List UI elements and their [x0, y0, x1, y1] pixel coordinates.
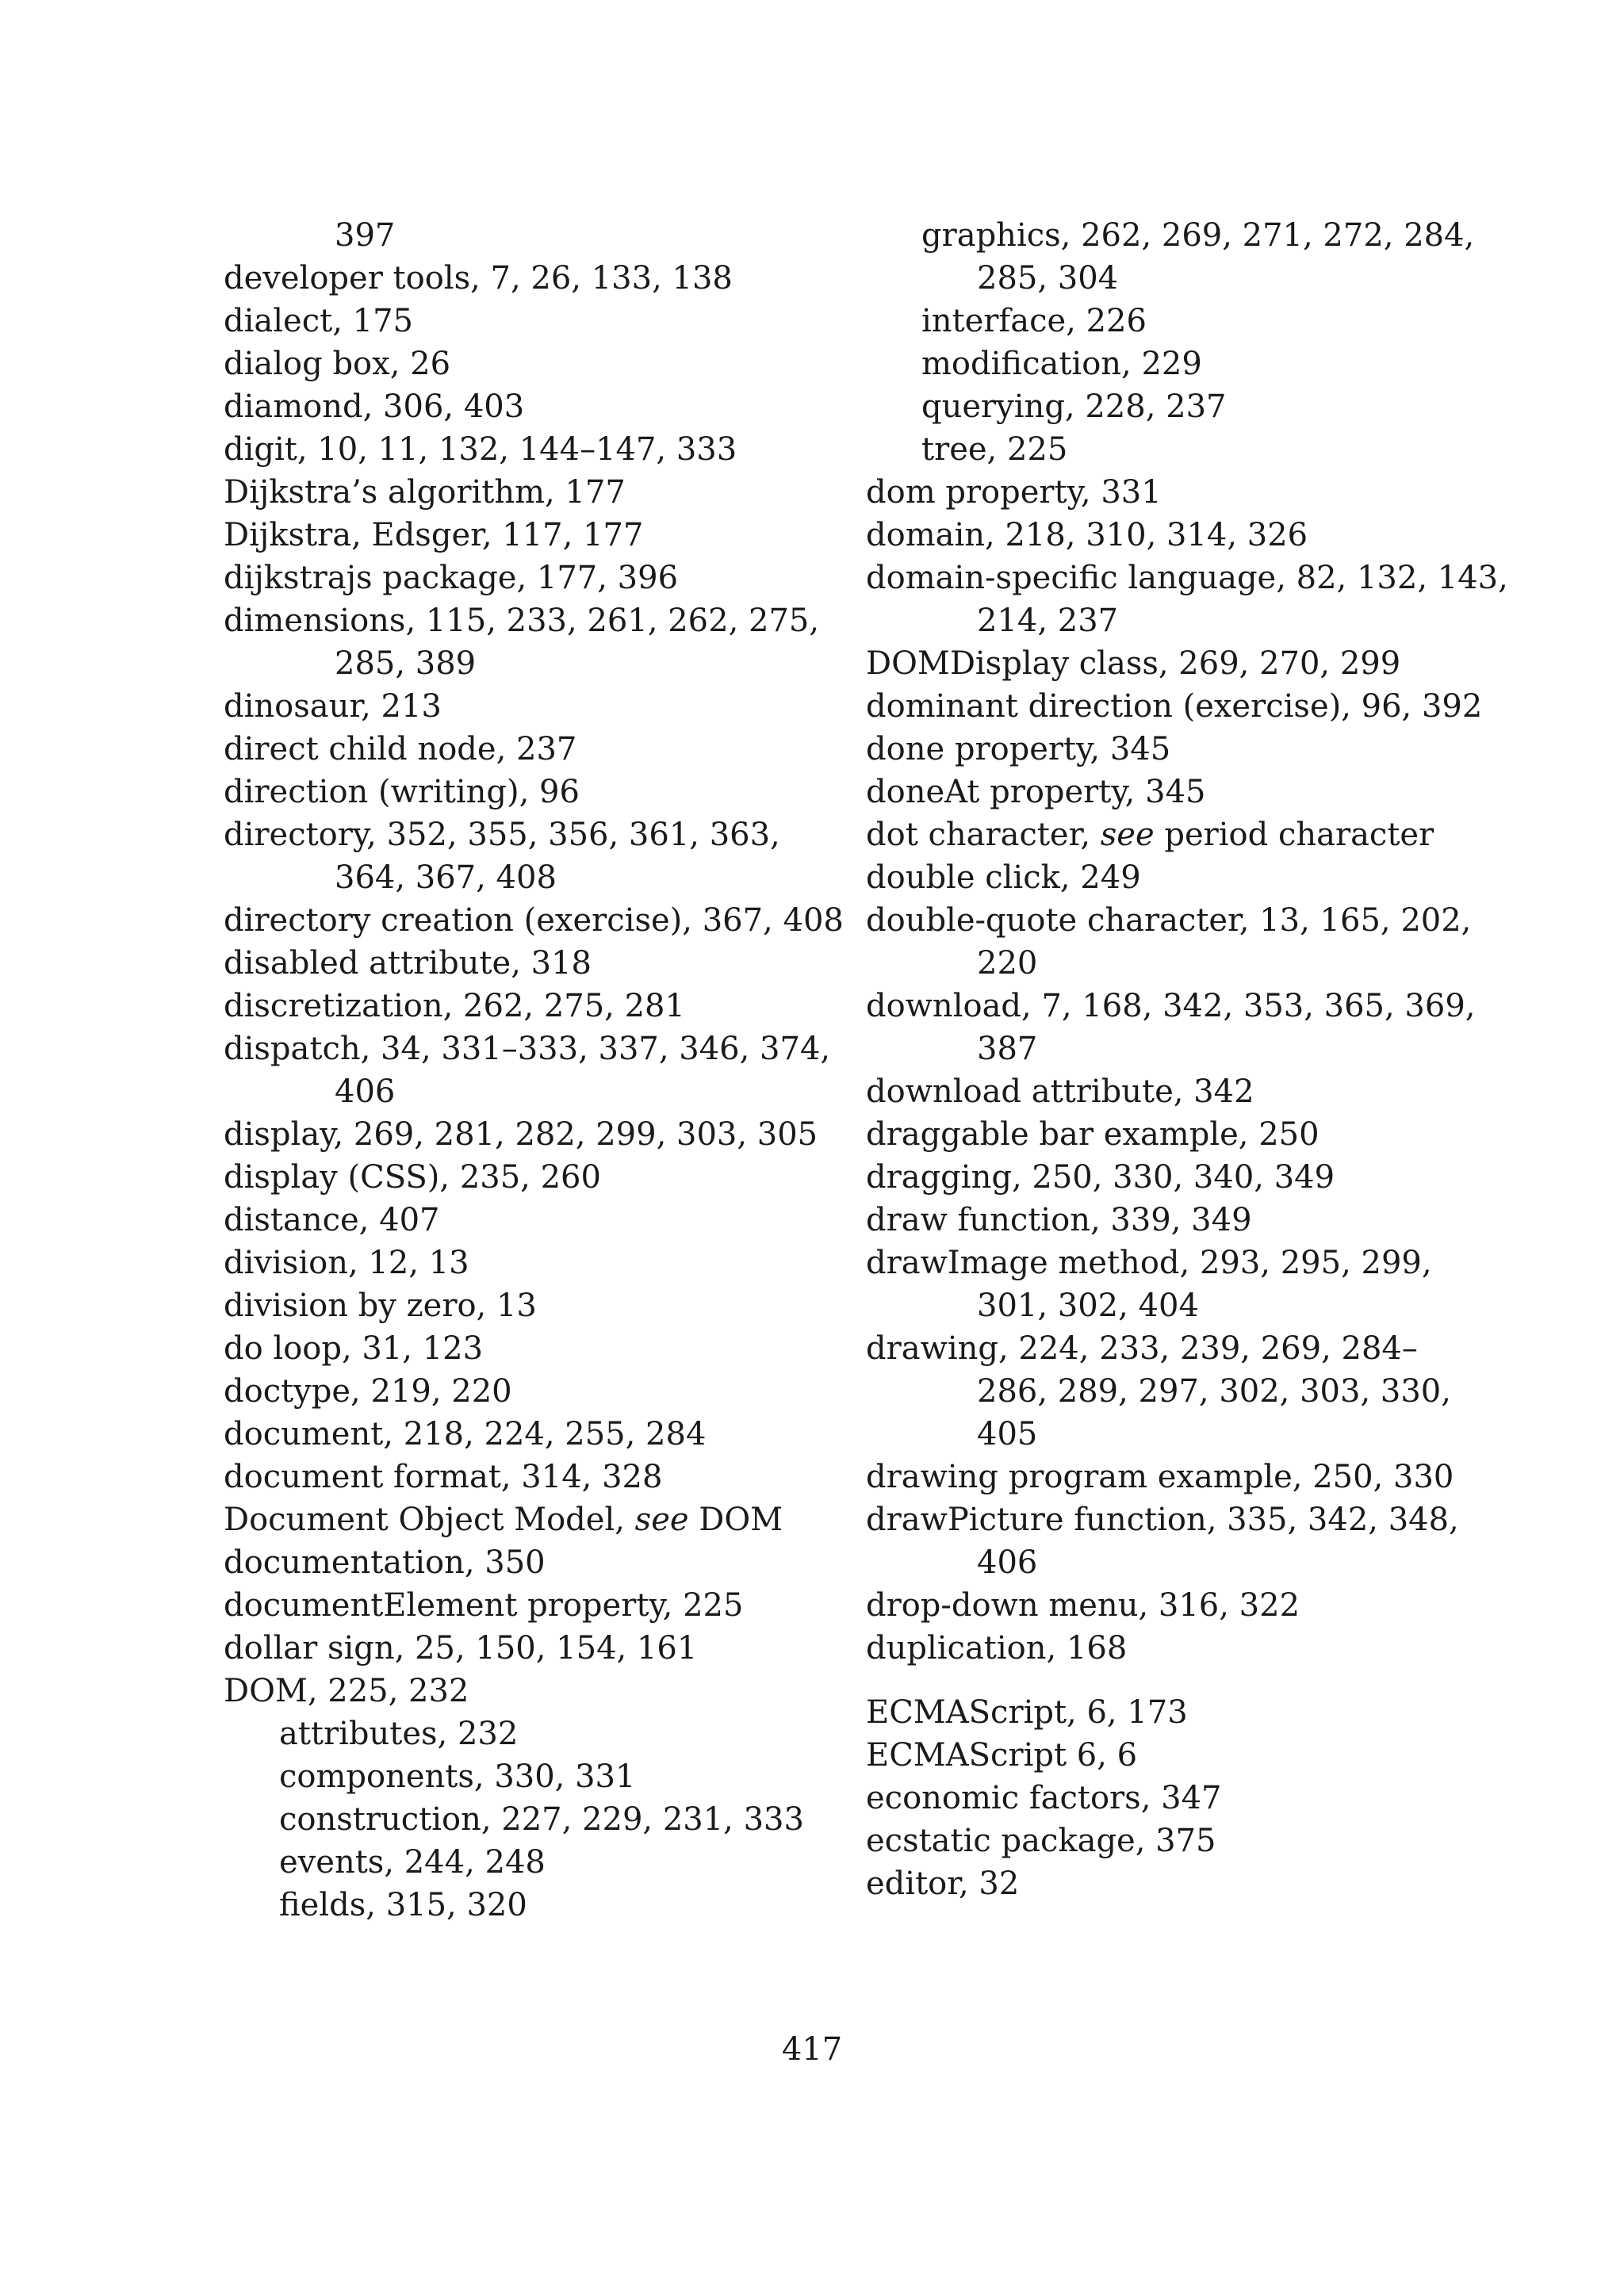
index-entry: dimensions, 115, 233, 261, 262, 275,: [224, 603, 820, 639]
index-entry: 286, 289, 297, 302, 303, 330,: [977, 1373, 1451, 1410]
index-entry: distance, 407: [224, 1202, 440, 1238]
index-entry: 301, 302, 404: [977, 1288, 1199, 1324]
index-entry: double-quote character, 13, 165, 202,: [866, 902, 1472, 939]
index-entry: 397: [335, 217, 396, 254]
see-target: DOM: [688, 1502, 783, 1538]
index-entry: 285, 304: [977, 260, 1119, 297]
index-entry: disabled attribute, 318: [224, 945, 592, 982]
index-entry: done property, 345: [866, 731, 1171, 767]
index-entry: components, 330, 331: [279, 1758, 636, 1795]
index-entry: 406: [977, 1544, 1038, 1581]
index-entry: double click, 249: [866, 859, 1141, 896]
index-entry: ECMAScript, 6, 173: [866, 1694, 1188, 1731]
index-entry: draw function, 339, 349: [866, 1202, 1252, 1238]
index-entry: fields, 315, 320: [279, 1887, 527, 1923]
index-entry: dragging, 250, 330, 340, 349: [866, 1159, 1335, 1196]
index-entry: graphics, 262, 269, 271, 272, 284,: [921, 217, 1475, 254]
index-entry-term: dot character,: [866, 817, 1101, 853]
index-entry: drawImage method, 293, 295, 299,: [866, 1245, 1432, 1281]
index-entry: [224, 1498, 795, 1541]
index-entry: dom property, 331: [866, 474, 1162, 511]
index-entry: directory creation (exercise), 367, 408: [224, 902, 844, 939]
index-entry: dijkstrajs package, 177, 396: [224, 560, 679, 596]
index-entry-term: Document Object Model,: [224, 1502, 635, 1538]
index-entry: domain-specific language, 82, 132, 143,: [866, 560, 1508, 596]
see-reference: see: [634, 1502, 689, 1538]
index-entry: division, 12, 13: [224, 1245, 469, 1281]
index-entry: drawing, 224, 233, 239, 269, 284–: [866, 1330, 1418, 1367]
index-entry: 406: [335, 1073, 396, 1110]
index-column-right: [866, 214, 1508, 1905]
index-entry: dollar sign, 25, 150, 154, 161: [224, 1630, 698, 1667]
index-entry: [866, 813, 1453, 856]
index-entry: ECMAScript 6, 6: [866, 1737, 1138, 1774]
index-entry: direct child node, 237: [224, 731, 577, 767]
index-entry: do loop, 31, 123: [224, 1330, 484, 1367]
index-entry: DOMDisplay class, 269, 270, 299: [866, 645, 1401, 682]
see-target: period character: [1154, 817, 1434, 853]
index-entry: 364, 367, 408: [335, 859, 557, 896]
index-entry: interface, 226: [921, 303, 1147, 339]
index-entry: duplication, 168: [866, 1630, 1128, 1667]
index-entry: events, 244, 248: [279, 1844, 546, 1881]
index-entry: documentElement property, 225: [224, 1587, 744, 1624]
index-entry: tree, 225: [921, 431, 1068, 468]
index-entry: drawing program example, 250, 330: [866, 1459, 1454, 1495]
index-entry: discretization, 262, 275, 281: [224, 988, 685, 1024]
page-number: 417: [781, 2031, 843, 2068]
see-reference: see: [1100, 817, 1155, 853]
index-entry: display, 269, 281, 282, 299, 303, 305: [224, 1116, 818, 1153]
index-entry: 387: [977, 1031, 1038, 1067]
index-entry: direction (writing), 96: [224, 774, 580, 810]
index-entry: dinosaur, 213: [224, 688, 442, 725]
index-entry: digit, 10, 11, 132, 144–147, 333: [224, 431, 737, 468]
index-entry: doctype, 219, 220: [224, 1373, 512, 1410]
index-entry: ecstatic package, 375: [866, 1823, 1216, 1859]
index-column-left: [224, 214, 844, 1927]
index-entry: draggable bar example, 250: [866, 1116, 1320, 1153]
index-entry: download, 7, 168, 342, 353, 365, 369,: [866, 988, 1476, 1024]
index-entry: developer tools, 7, 26, 133, 138: [224, 260, 733, 297]
index-entry: download attribute, 342: [866, 1073, 1254, 1110]
index-entry: dialect, 175: [224, 303, 413, 339]
index-entry: DOM, 225, 232: [224, 1673, 469, 1709]
index-entry: 285, 389: [335, 645, 477, 682]
index-entry: 220: [977, 945, 1038, 982]
index-entry: directory, 352, 355, 356, 361, 363,: [224, 817, 780, 853]
index-entry: document format, 314, 328: [224, 1459, 663, 1495]
index-entry: 405: [977, 1416, 1038, 1452]
index-entry: documentation, 350: [224, 1544, 546, 1581]
index-entry: querying, 228, 237: [921, 388, 1227, 425]
index-entry: diamond, 306, 403: [224, 388, 525, 425]
index-entry: dialog box, 26: [224, 346, 451, 382]
index-entry: drop-down menu, 316, 322: [866, 1587, 1300, 1624]
index-entry: Dijkstra, Edsger, 117, 177: [224, 517, 644, 553]
index-entry: dispatch, 34, 331–333, 337, 346, 374,: [224, 1031, 831, 1067]
index-entry: display (CSS), 235, 260: [224, 1159, 601, 1196]
index-entry: dominant direction (exercise), 96, 392: [866, 688, 1483, 725]
index-entry: drawPicture function, 335, 342, 348,: [866, 1502, 1459, 1538]
index-entry: modification, 229: [921, 346, 1202, 382]
index-entry: construction, 227, 229, 231, 333: [279, 1801, 804, 1838]
index-entry: domain, 218, 310, 314, 326: [866, 517, 1308, 553]
index-entry: 214, 237: [977, 603, 1119, 639]
index-entry: attributes, 232: [279, 1716, 519, 1752]
index-entry: Dijkstra’s algorithm, 177: [224, 474, 626, 511]
index-entry: editor, 32: [866, 1866, 1020, 1902]
index-entry: document, 218, 224, 255, 284: [224, 1416, 707, 1452]
index-entry: division by zero, 13: [224, 1288, 537, 1324]
index-entry: doneAt property, 345: [866, 774, 1206, 810]
index-entry: economic factors, 347: [866, 1780, 1222, 1816]
